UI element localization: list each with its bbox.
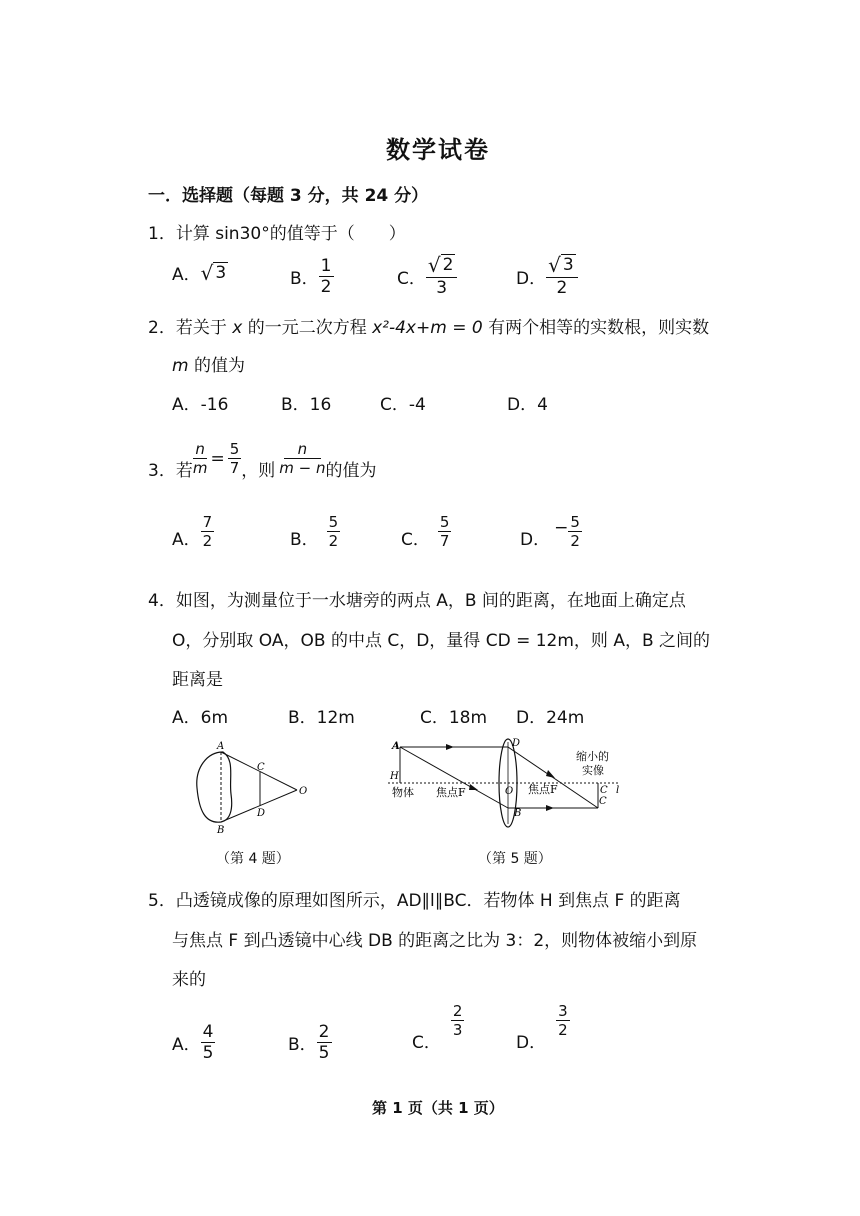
q5-stem-line1: 5．凸透镜成像的原理如图所示，AD∥l∥BC．若物体 H 到焦点 F 的距离 [148, 891, 681, 911]
fraction: $\frac{5}{2}$ [570, 513, 580, 550]
figure-4-caption: （第 4 题） [216, 851, 290, 867]
fraction: $\frac{2}{3}$ [452, 1002, 463, 1039]
fraction: $\frac{5}{7}$ [229, 440, 240, 477]
q4-stem-line2: O，分别取 OA，OB 的中点 C，D，量得 CD = 12m，则 A，B 之间的 [172, 631, 711, 651]
label-image-line1: 缩小的 [576, 750, 609, 763]
fraction: $\frac{n}{m - n}$ [279, 440, 326, 477]
label-c: C [599, 796, 607, 807]
figure-5-caption: （第 5 题） [478, 851, 552, 867]
fraction: √ 3 2 [546, 254, 578, 298]
fraction: $\frac{3}{2}$ [558, 1002, 568, 1039]
label-focus-right: 焦点F [528, 783, 558, 796]
label-a: A [217, 741, 225, 752]
fraction: $\frac{7}{2}$ [202, 513, 213, 550]
fraction: $\frac{5}{2}$ [328, 513, 339, 550]
label-l: l [616, 785, 620, 796]
label-image-line2: 实像 [582, 764, 604, 777]
q4-option-a: A．6m [172, 708, 229, 728]
pond-outline [197, 752, 232, 822]
label-o: O [299, 786, 308, 797]
q4-option-d: D．24m [516, 708, 585, 728]
q2-option-d: D．4 [507, 395, 548, 415]
fraction: $\frac{n}{m}$ [192, 440, 208, 477]
q5-option-a: A． $\frac{4}{5}$ [172, 1022, 214, 1063]
q2-stem-line2: m 的值为 [172, 356, 245, 376]
label-b: B [217, 825, 225, 836]
q1-option-d [516, 254, 578, 298]
q2-option-a: A．-16 [172, 395, 229, 415]
q4-stem-line3: 距离是 [172, 670, 223, 690]
page-title: 数学试卷 [386, 136, 490, 164]
q3-prefix: 3．若 [148, 461, 193, 481]
label-d: D [257, 808, 266, 819]
q2-option-b: B．16 [281, 395, 332, 415]
q5-option-b: B． $\frac{2}{5}$ [288, 1022, 330, 1063]
label-c-image: C [600, 785, 608, 796]
sqrt-symbol: √ 3 [200, 261, 227, 285]
q4-stem-line1: 4．如图，为测量位于一水塘旁的两点 A，B 间的距离，在地面上确定点 [148, 591, 686, 611]
figure-4-diagram [185, 738, 315, 838]
q1-option-c [397, 254, 457, 298]
q1-b-label: B． [290, 269, 319, 289]
fraction: $\frac{1}{2}$ [320, 256, 332, 297]
q1-d-label: D． [516, 268, 547, 289]
q5-stem-line3: 来的 [172, 970, 206, 990]
q1-stem: 1．计算 sin30°的值等于（ ） [148, 224, 406, 244]
q5-stem-line2: 与焦点 F 到凸透镜中心线 DB 的距离之比为 3：2，则物体被缩小到原 [172, 931, 698, 951]
q3-option-c: C． $\frac{5}{7}$ [401, 513, 450, 550]
q1-option-b [290, 256, 334, 297]
label-h: H [390, 771, 399, 782]
label-b: B [514, 808, 522, 819]
label-d: D [512, 738, 521, 749]
fraction: $\frac{2}{5}$ [318, 1022, 330, 1063]
q3-option-d: D． − $\frac{5}{2}$ [520, 513, 580, 550]
q3-mid: ，则 [241, 461, 276, 481]
q1-option-a [172, 260, 228, 285]
fraction: √ 2 3 [426, 254, 458, 298]
q5-option-d: D． $\frac{3}{2}$ [516, 1002, 568, 1053]
label-focus-left: 焦点F [436, 786, 466, 799]
fraction: $\frac{5}{7}$ [439, 513, 450, 550]
q3-option-a: A． $\frac{7}{2}$ [172, 513, 213, 550]
q2-option-c: C．-4 [380, 395, 426, 415]
q4-option-b: B．12m [288, 708, 355, 728]
q1-c-label: C． [397, 268, 426, 289]
label-c: C [257, 762, 265, 773]
fraction: $\frac{4}{5}$ [202, 1022, 214, 1063]
figure-5-diagram [388, 738, 628, 830]
q3-suffix: 的值为 [325, 461, 377, 481]
label-o: O [505, 786, 514, 797]
label-object: 物体 [392, 786, 414, 799]
q1-a-label: A． [172, 265, 201, 285]
section-heading: 一．选择题（每题 3 分，共 24 分） [148, 186, 429, 206]
q3-option-b: B． $\frac{5}{2}$ [290, 513, 339, 550]
q5-option-c: C． $\frac{2}{3}$ [412, 1002, 463, 1053]
page-footer: 第 1 页（共 1 页） [372, 1099, 504, 1117]
q3-stem: 3．若 $\frac{n}{m}$ = $\frac{5}{7}$ ，则 $\frac{n}{m - n}$ 的值为 [148, 440, 377, 481]
label-a: A [392, 741, 400, 752]
q2-stem-line1: 2．若关于 x 的一元二次方程 x²-4x+m = 0 有两个相等的实数根，则实数 [148, 318, 710, 338]
q4-option-c: C．18m [420, 708, 488, 728]
